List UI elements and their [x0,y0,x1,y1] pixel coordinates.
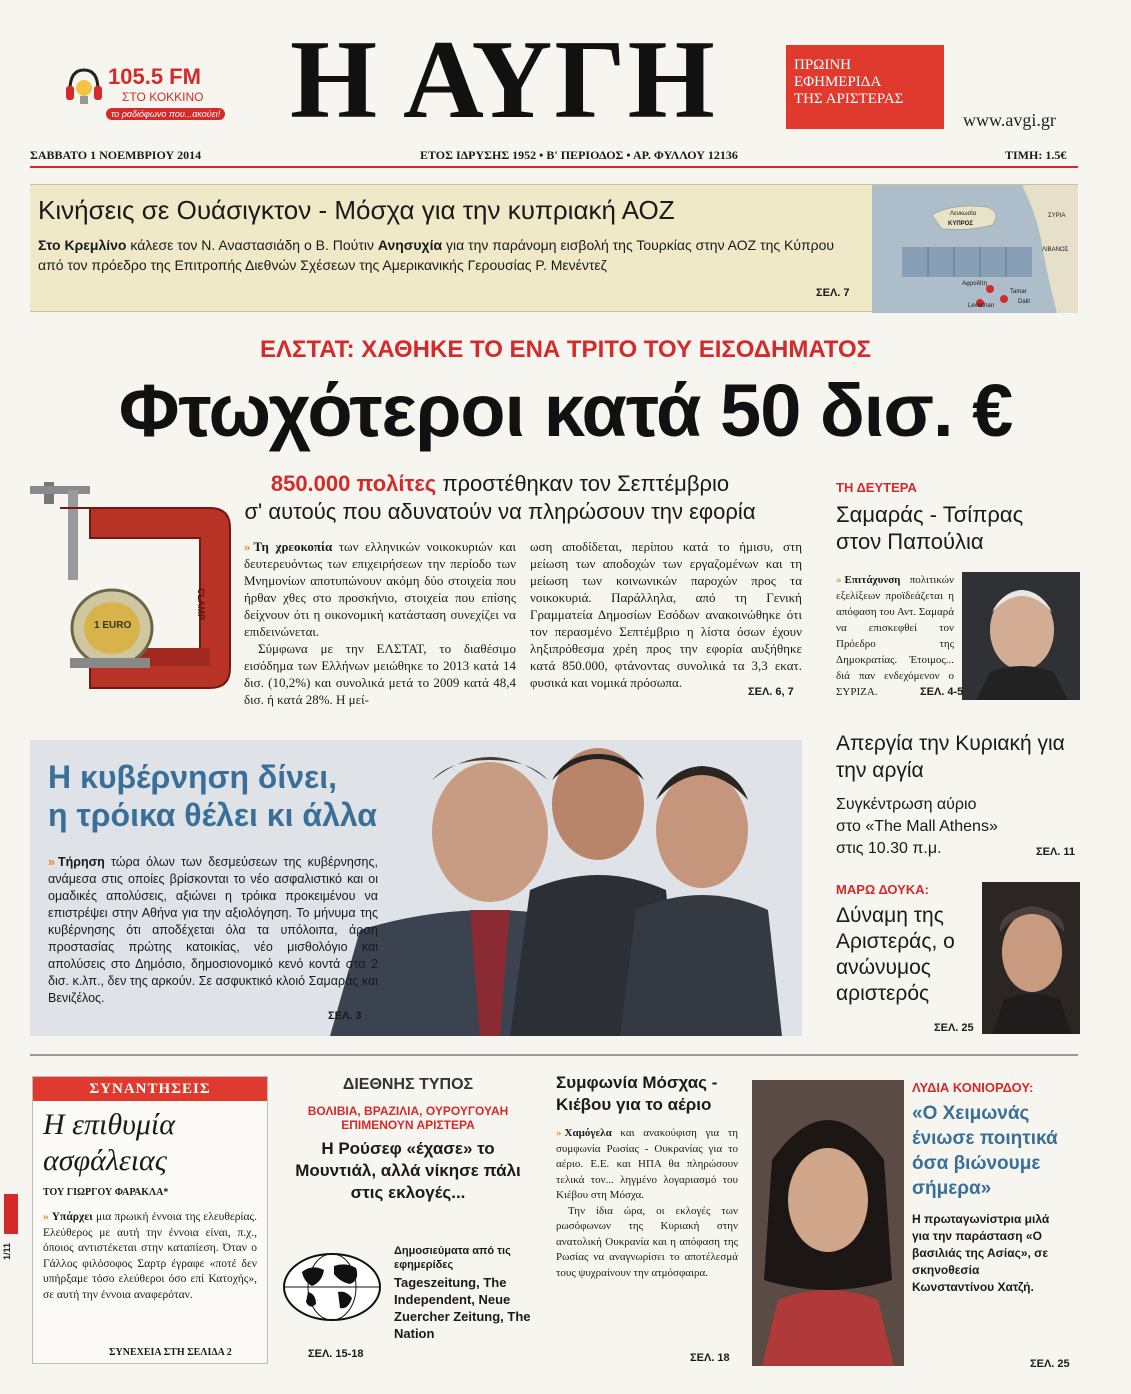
press-headline: Η Ρούσεφ «έχασε» το Μουντιάλ, αλλά νίκησε πάλι στις εκλογές... [295,1139,521,1202]
press-page-ref: ΣΕΛ. 15-18 [308,1348,364,1360]
meetings-label: ΣΥΝΑΝΤΗΣΕΙΣ [33,1077,267,1101]
s1-lead: Επιτάχυνση [844,574,901,586]
s3-kicker: ΜΑΡΩ ΔΟΥΚΑ: [836,882,929,897]
map-label-dalit: Dalit [1018,299,1031,305]
press-column [282,1076,534,1366]
meetings-column [32,1076,268,1364]
map-label-syria: ΣΥΡΙΑ [1048,213,1066,219]
s1-text [836,572,954,700]
ld-headline: «Ο Χειμωνάς ένιωσε ποιητικά όσα βιώνουμε σήμερα» [912,1103,1058,1199]
troika-lead: Τήρηση [57,855,105,869]
meetings-title: Η επιθυμία ασφάλειας [43,1108,175,1177]
s3-headline: Δύναμη της Αριστεράς, ο ανώνυμος αριστερός [836,904,955,1005]
press-sources: Tageszeitung, The Independent, Neue Zuercher Zeitung, The Nation [394,1275,531,1341]
meetings-continue[interactable]: ΣΥΝΕΧΕΙΑ ΣΤΗ ΣΕΛΙΔΑ 2 [109,1347,232,1358]
radio-tagline: το ραδιόφωνο που...ακούει! [106,108,225,120]
main-col1-text: των ελληνικών νοικοκυριών και δευτερευόντως των επιχειρήσεων την περίοδο των Μνημονίων αποτυπώνουν ακόμη δύο στοιχεία που ήρθαν χθες στο προσκήνιο, στοιχεία που επίσης δείχνουν ότι η οικονομική κατάσταση συνεχίζει να επιδεινώνεται. [244,539,516,639]
troika-body: τώρα όλων των δεσμεύσεων της κυβέρνησης, ανάμεσα στις οποίες βρίσκονται το νέο ασφαλιστικό και οι ομαδικές απολύσεις, αξιώνει η τρόικα προκειμένου να επιστρέψει στην Αθήνα για την αξιολόγηση. Το μήνυμα της κυβέρνησης ότι αποδέχεται όλα τα υπόλοιπα, άρση προστασίας πρώτης κατοικίας, νέο μισθολόγιο και απολύσεις στο Δημόσιο, δημοσιονομικό κενό κοντά στα 2 δισ. κ.λπ., δεν της αρκούν. Σε ασφυκτικό κλοιό Σαμαράς και Βενιζέλος. [48,855,378,1005]
koniordou-column [912,1080,1078,1368]
bottom-rule [30,1054,1078,1056]
arrow-icon: » [556,1127,562,1139]
tagline-line-1: ΠΡΩΙΝΗ [794,57,851,73]
s1-body: πολιτικών εξελίξεων προϊδεάζεται η απόφαση του Αντ. Σαμαρά να επισκεφθεί τον Πρόεδρο της Δημοκρατίας. Έτοιμος... διά παν ενδεχόμενον ο ΣΥΡΙΖΑ. [836,574,954,698]
radio-logo [60,58,230,130]
s3-page-ref: ΣΕΛ. 25 [934,1022,974,1034]
main-col2-text: ωση αποδίδεται, περίπου κατά το ήμισυ, στη μείωση των αποδοχών των εργαζομένων και τη μείωση των κοινωνικών παροχών προς τα νοικοκυριά. Παράλληλα, από τη Γενική Γραμματεία Δημοσίων Εσόδων ανακοινώθηκε ότι τον περασμένο Σεπτέμβριο η λίστα όσων έχουν ληξιπρόθεσμα χρέη προς την εφορία αυξήθηκε κατά 850.000, φτάνοντας συνολικά τα 3,3 εκατ. φυσικά και νομικά πρόσωπα. [530,539,802,690]
press-sources-intro: Δημοσιεύματα από τις εφημερίδες [394,1245,511,1271]
arrow-icon: » [48,855,55,869]
tagline-line-2: ΕΦΗΜΕΡΙΔΑ [794,74,882,90]
issue-info: ΕΤΟΣ ΙΔΡΥΣΗΣ 1952 • Β' ΠΕΡΙΟΔΟΣ • ΑΡ. ΦΥΛΛΟΥ 12136 [420,148,738,162]
papoulias-photo [962,572,1080,700]
main-sub-red: 850.000 πολίτες [270,471,437,496]
sidebar-story-3 [836,882,1080,1034]
main-sub-rest: προστέθηκαν τον Σεπτέμβριο [436,471,730,496]
s2-headline: Απεργία την Κυριακή για την αργία [836,732,1065,782]
troika-photo-block [30,740,802,1036]
main-kicker: ΕΛΣΤΑΤ: ΧΑΘΗΚΕ ΤΟ ΕΝΑ ΤΡΙΤΟ ΤΟΥ ΕΙΣΟΔΗΜΑΤΟΣ [259,336,872,363]
newspaper-title: Η ΑΥΓΗ [290,18,717,142]
meetings-lead: Υπάρχει [51,1211,93,1223]
cyprus-map [872,185,1078,313]
meetings-body: μια πρωική έννοια της ελευθερίας. Ελεύθερος με αυτή την έννοια είναι, π.χ., όποιος αντιστέκεται στην καταπίεση. Όταν ο Γάλλος φιλόσοφος Σαρτρ έγραφε «ποτέ δεν υπήρξαμε τόσο ελεύθεροι όσο επί Κατοχής», σε αυτή την έννοια αναφερόταν. [43,1211,257,1301]
s2-line-2: στο «The Mall Athens» [836,818,998,835]
map-label-leviathan: Leviathan [968,303,995,309]
side-page-number: 1/11 [2,1242,12,1260]
press-label: ΔΙΕΘΝΗΣ ΤΥΠΟΣ [342,1076,474,1093]
main-subheadline [200,470,800,526]
map-label-tamar: Tamar [1010,289,1027,295]
troika-text [48,854,378,1007]
troika-headline [48,758,377,834]
main-col1-para2: Σύμφωνα με την ΕΛΣΤΑΤ, το διαθέσιμο εισόδημα των Ελλήνων μειώθηκε το 2013 κατά 14 δισ. (10,2%) και συνολικά μετά το 2009 κατά 48,4 δισ. ή κατά 28%. Η μεί- [244,641,516,707]
coin-label: 1 EURO [94,620,132,631]
map-label-nicosia: Λευκωσία [950,211,977,217]
gas-lead: Χαμόγελα [564,1127,612,1139]
website-link[interactable]: www.avgi.gr [963,110,1056,130]
globe-icon [282,1252,382,1322]
banner-text-1: κάλεσε τον Ν. Αναστασιάδη ο Β. Πούτιν [126,237,378,253]
sidebar-story-1 [836,480,1080,710]
troika-page-ref: ΣΕΛ. 3 [328,1010,362,1022]
press-kicker-1: ΒΟΛΙΒΙΑ, ΒΡΑΖΙΛΙΑ, ΟΥΡΟΥΓΟΥΑΗ [307,1104,509,1118]
radio-headphones-icon [64,64,104,112]
s1-headline: Σαμαράς - Τσίπρας στον Παπούλια [836,502,1024,554]
gas-column [556,1072,738,1366]
banner-text-2: για την παράνομη εισβολή της Τουρκίας στην ΑΟΖ της Κύπρου από τον πρόεδρο της Επιτροπής Διεθνών Σχέσεων της Αμερικανικής Γερουσίας Ρ. Μενέντεζ [38,237,835,273]
banner-lead-2: Ανησυχία [377,237,443,253]
koniordou-photo [752,1080,904,1366]
banner-lead-1: Στο Κρεμλίνο [38,237,127,253]
s2-line-3: στις 10.30 π.μ. [836,840,942,857]
map-label-aphrodite: Αφροδίτη [962,281,988,287]
arrow-icon: » [836,574,842,586]
gas-body: και ανακούφιση για τη συμφωνία Ρωσίας - Ουκρανίας για το αέριο. Ε.Ε. και ΗΠΑ θα πληρώσουν τελικά τον... ληγμένο λογαριασμό του Κιέβου στη Μόσχα. [556,1127,738,1201]
tagline-line-3: ΤΗΣ ΑΡΙΣΤΕΡΑΣ [794,91,904,107]
gas-headline: Συμφωνία Μόσχας - Κιέβου για το αέριο [556,1073,718,1114]
main-headline: Φτωχότεροι κατά 50 δισ. € [118,369,1013,452]
arrow-icon: » [244,539,251,554]
radio-frequency: 105.5 FM [108,64,201,89]
s2-line-1: Συγκέντρωση αύριο [836,796,977,813]
ld-text: Η πρωταγωνίστρια μιλά για την παράσταση «Ο βασιλιάς της Ασίας», σε σκηνοθεσία Κωνσταντίνου Χατζή. [912,1212,1050,1294]
troika-headline-line-1: Η κυβέρνηση δίνει, [48,759,337,795]
radio-name: ΣΤΟ ΚΟΚΚΙΝΟ [122,90,204,104]
main-sub-line-1 [200,470,800,498]
main-col1-lead: Τη χρεοκοπία [253,539,333,554]
ld-kicker: ΛΥΔΙΑ ΚΟΝΙΟΡΔΟΥ: [912,1080,1034,1095]
issue-price: ΤΙΜΗ: 1.5€ [1005,148,1067,162]
sidebar-story-2 [836,730,1080,860]
arrow-icon: » [43,1211,49,1223]
meetings-text [33,1198,267,1303]
gas-text [556,1126,738,1281]
press-kicker-2: ΕΠΙΜΕΝΟΥΝ ΑΡΙΣΤΕΡΑ [341,1118,475,1132]
tagline-box [786,45,944,129]
cyprus-banner [30,184,1078,312]
gas-para-2: Την ίδια ώρα, οι εκλογές των ρωσόφωνων της Κυριακή στην ανατολική Ουκρανία και η απόφαση της Ρωσίας να αναγνωρίσει το αποτέλεσμά τους ψυχραίνουν την ατμόσφαιρα. [556,1204,738,1279]
clamp-label: CLAMP [196,588,206,620]
meetings-author: ΤΟΥ ΓΙΩΡΓΟΥ ΦΑΡΑΚΛΑ* [43,1187,169,1198]
map-label-lebanon: ΛΙΒΑΝΟΣ [1042,247,1069,253]
s2-page-ref: ΣΕΛ. 11 [1036,846,1076,858]
troika-headline-line-2: η τρόικα θέλει κι άλλα [48,797,377,833]
issue-date: ΣΑΒΒΑΤΟ 1 ΝΟΕΜΒΡΙΟΥ 2014 [30,148,202,162]
main-column-1 [244,538,516,708]
map-label-cyprus: ΚΥΠΡΟΣ [948,221,973,227]
main-column-2 [530,538,802,691]
banner-headline: Κινήσεις σε Ουάσιγκτον - Μόσχα για την κυπριακή ΑΟΖ [38,195,675,225]
s1-page-ref: ΣΕΛ. 4-5 [920,686,964,698]
masthead-rule [30,166,1078,168]
main-page-ref: ΣΕΛ. 6, 7 [748,686,794,698]
douka-photo [982,882,1080,1034]
gas-page-ref: ΣΕΛ. 18 [690,1352,730,1364]
banner-page-ref: ΣΕΛ. 7 [816,287,850,299]
ld-page-ref: ΣΕΛ. 25 [1030,1358,1070,1370]
s1-kicker: ΤΗ ΔΕΥΤΕΡΑ [836,480,917,495]
main-sub-line-2: σ' αυτούς που αδυνατούν να πληρώσουν την εφορία [244,499,756,524]
banner-text [38,235,853,275]
side-page-marker [4,1194,18,1234]
